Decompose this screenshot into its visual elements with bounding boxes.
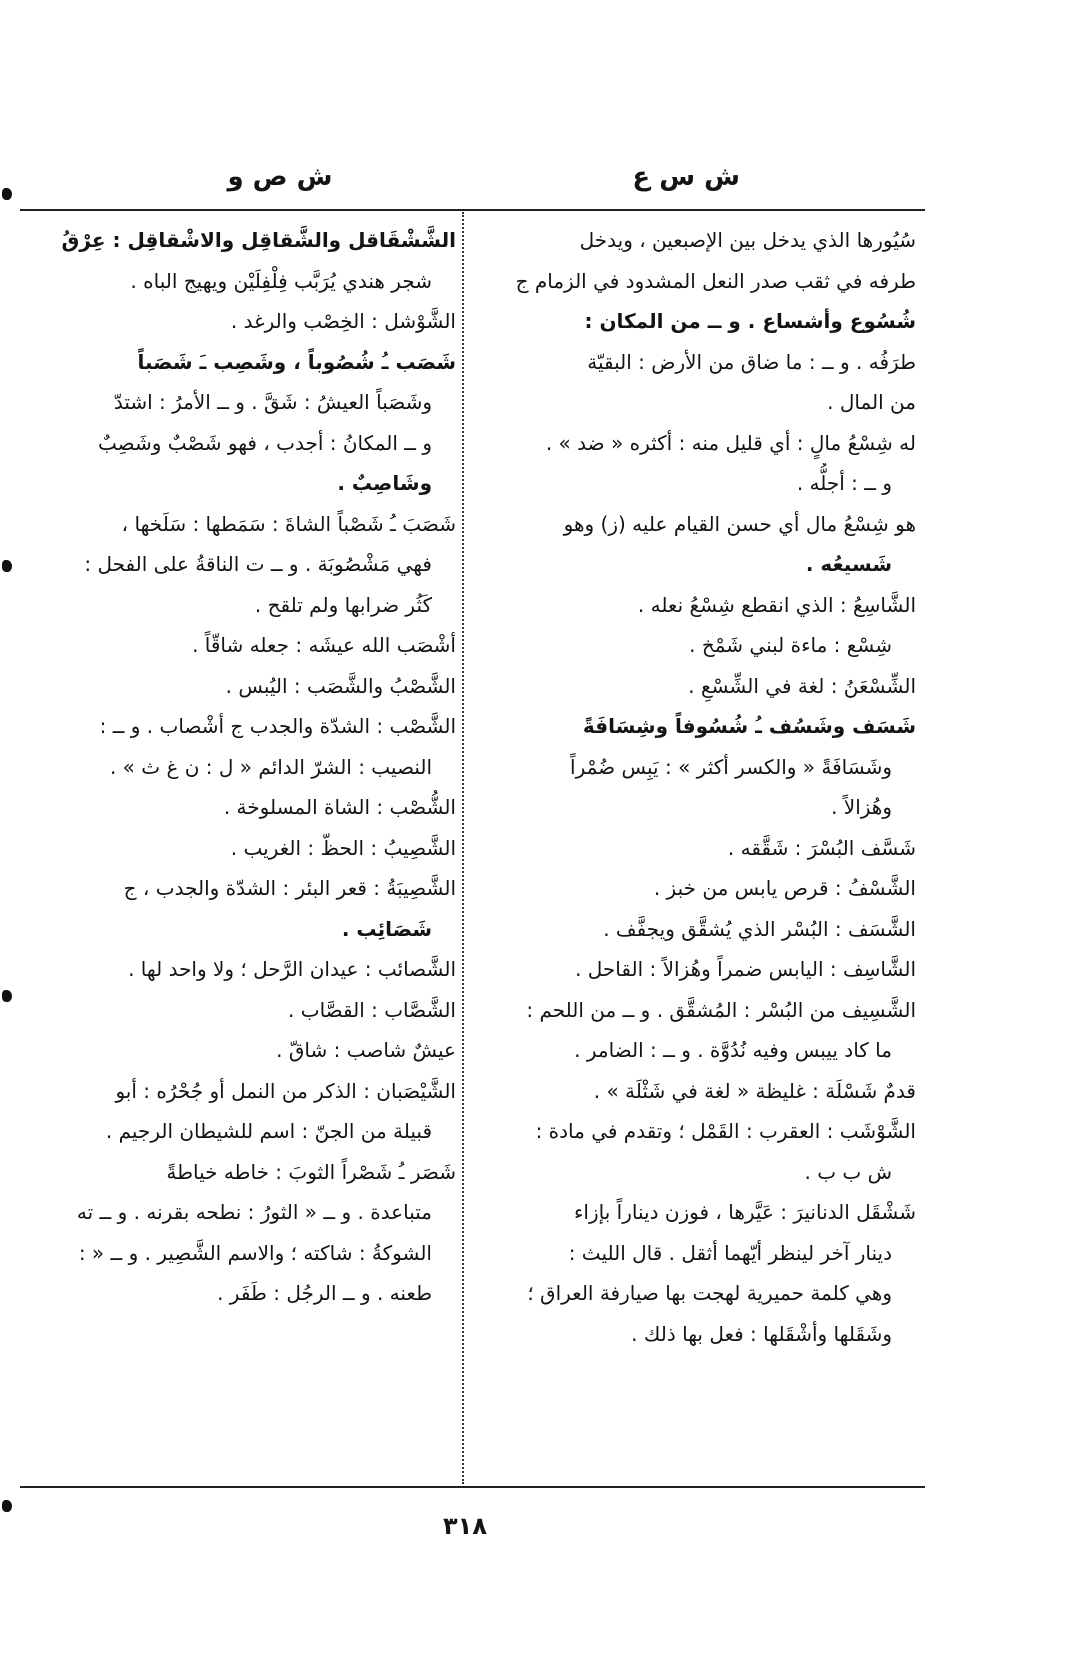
right-column-line: من المال . [827, 390, 916, 414]
left-column-line: الشَّصِيبُ : الحظّ : الغريب . [230, 835, 456, 860]
left-column-line: شَصَبَ ـُ شَصْباً الشاةَ : سَمَطها : سَلَخها ، [121, 511, 456, 536]
margin-blot-mark [2, 1500, 12, 1512]
left-column-line: الشَّصائب : عيدان الرَّحل ؛ ولا واحد لها . [128, 957, 456, 981]
right-column-line: الشَّاسِف : اليابس ضمراً وهُزالاً : القاحل . [575, 957, 916, 981]
right-column-line: شَشْقَل الدنانيرَ : عَيَّرها ، فوزن ديناراً بإزاء [574, 1200, 916, 1224]
left-column-line: الشَّشْقَاقل والشَّقاقِل والاشْقاقِل : عِرْقُ [61, 228, 456, 252]
left-column-line: الشَّيْصَبان : الذكر من النمل أو جُحْرُه : أبو [115, 1078, 456, 1103]
left-column-line: متباعدة . و ــ « الثورُ : نطحه بقرنه . و ــ ته [76, 1200, 432, 1224]
left-column-line: وشَاصِبٌ . [337, 471, 432, 495]
left-column-line: الشُّصْب : الشاة المسلوخة . [223, 795, 456, 819]
right-column-line: وهُزالاً . [831, 795, 892, 819]
right-column-line: شُسُوع وأشساع . و ــ من المكان : [584, 309, 916, 333]
left-column-line: طعنه . و ــ الرجُل : طَفَر . [217, 1281, 432, 1305]
right-column-line: وشَسَافَةً « والكسر أكثر » : يَبِس ضُمْراً [570, 754, 892, 779]
left-column-line: الشَّصْب : الشدّة والجدب ج أشْصاب . و ــ : [99, 714, 456, 738]
left-column-line: قبيلة من الجنّ : اسم للشيطان الرجيم . [105, 1119, 432, 1143]
bottom-rule [20, 1486, 925, 1488]
margin-blot-mark [2, 990, 12, 1002]
right-column-line: ش ب ب . [804, 1159, 892, 1184]
right-column-line: طرفه في ثقب صدر النعل المشدود في الزمام ج [515, 268, 916, 293]
right-column-line: وشَقَلها وأشْقَلها : فعل بها ذلك . [631, 1321, 892, 1346]
right-column-line: هو شِسْعُ مال أي حسن القيام عليه (ز) وهو [563, 511, 916, 536]
right-column-line: دينار آخر لينظر أيّهما أثقل . قال الليث : [568, 1240, 892, 1265]
right-column-line: شِسْع : ماءة لبني شَمْخ . [689, 633, 892, 657]
left-column-line: فهي مَشْصُوبَة . و ــ ت الناقةُ على الفحل : [84, 552, 432, 576]
left-column-line: أشْصَب الله عيشَه : جعله شاقّاً . [192, 633, 456, 657]
left-column-line: عيشٌ شاصب : شاقّ . [276, 1038, 456, 1062]
page-number: ٣١٨ [443, 1512, 487, 1540]
right-column-line: الشَّوْشَب : العقرب : القَمْل ؛ وتقدم في مادة : [535, 1119, 916, 1143]
left-column-line: الشَّوْشل : الخِصْب والرغد . [230, 309, 456, 333]
right-column-line: قدمٌ شَسْلَة : غليظة « لغة في شَثْلَة » . [593, 1078, 916, 1103]
right-column-line: شَسيعُه . [805, 552, 892, 576]
right-column-line: الشَّسْفُ : قرص يابس من خبز . [653, 876, 916, 900]
left-column-line: الشَّصْبُ والشَّصَب : اليُبس . [225, 673, 456, 698]
right-column-line: ما كاد ييبس وفيه نُدُوَّة . و ــ : الضامر . [574, 1038, 892, 1062]
left-column-line: شَصَب ـُ شُصُوباً ، وشَصِب ـَ شَصَباً [137, 349, 456, 374]
left-column-line: الشَّصَّاب : القصَّاب . [288, 997, 456, 1022]
right-column-heading: ش س ع [632, 162, 740, 192]
right-column-line: شَسَّف البُسْرَ : شَقَّقه . [727, 835, 916, 860]
left-column-heading: ش ص و [227, 162, 333, 192]
left-column-line: الشوكةُ : شاكته ؛ والاسم الشَّصِير . و ــ « : [78, 1240, 432, 1265]
column-divider [462, 212, 464, 1484]
top-rule [20, 209, 925, 211]
margin-blot-mark [2, 560, 12, 572]
left-column-line: شجر هندي يُرَبَّب فِلْفِلَيْن ويهيج الباه . [130, 268, 432, 293]
right-column-line: له شِسْعُ مالٍ : أي قليل منه : أكثره « ضد » . [545, 430, 916, 455]
right-column [478, 220, 916, 1354]
margin-blot-mark [2, 188, 12, 200]
left-column-line: كَثُر ضرابها ولم تلقح . [254, 592, 432, 617]
right-column-line: سُيُورها الذي يدخل بين الإصبعين ، ويدخل [579, 228, 916, 252]
right-column-line: الشِّسْعَنُ : لغة في الشِّسْعِ . [688, 673, 916, 698]
right-column-line: شَسَف وشَسُف ـُ شُسُوفاً وشِسَافَةً [582, 714, 916, 738]
left-column-line: شَصَائِب . [341, 916, 432, 941]
left-column [24, 220, 456, 1314]
right-column-line: و ــ : أجلُّه . [796, 471, 892, 495]
right-column-line: الشَّسِيف من البُسْر : المُشقَّق . و ــ من اللحم : [526, 997, 916, 1022]
right-column-line: طرَفُه . و ــ : ما ضاق من الأرض : البقيّة [587, 349, 916, 374]
right-column-line: الشَّسَف : البُسْر الذي يُشقَّق ويجفَّف . [603, 916, 916, 941]
left-column-line: وشَصَباً العيشُ : شَقَّ . و ــ الأمرُ : اشتدّ [113, 390, 432, 414]
left-column-line: شَصَر ـُ شَصْراً الثوبَ : خاطه خياطةً [166, 1159, 456, 1184]
right-column-line: الشَّاسِعُ : الذي انقطع شِسْعُ نعله . [637, 592, 916, 617]
left-column-line: الشَّصِيبَةُ : قعر البئر : الشدّة والجدب ، ج [123, 876, 456, 900]
left-column-line: و ــ المكانُ : أجدب ، فهو شَصْبٌ وشَصِبٌ [98, 430, 432, 455]
left-column-line: النصيب : الشرّ الدائم « ل : ن غ ث » . [109, 754, 432, 779]
right-column-line: وهي كلمة حميرية لهجت بها صيارفة العراق ؛ [527, 1281, 892, 1305]
